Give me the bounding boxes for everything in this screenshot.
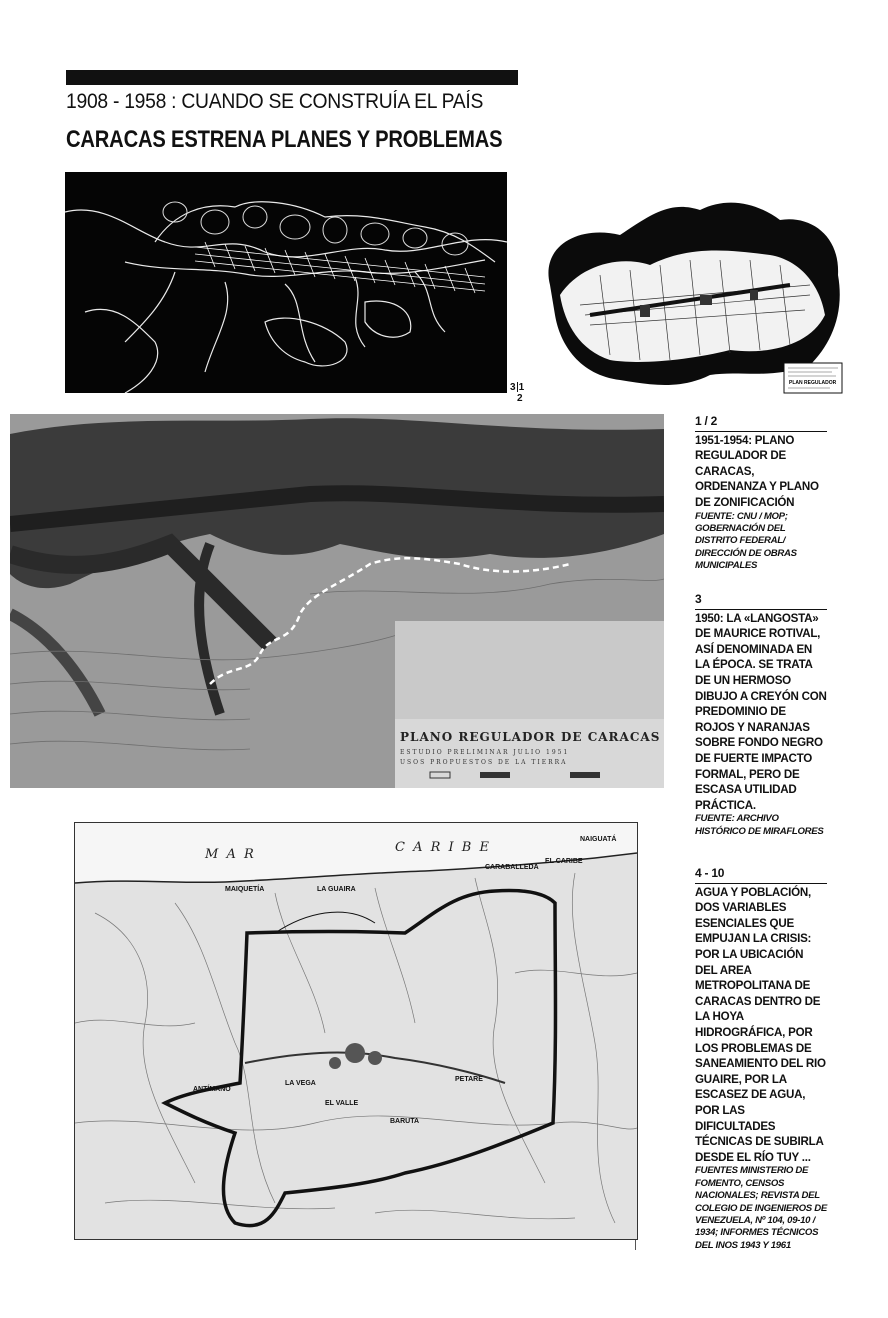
plan-subtitle-1: ESTUDIO PRELIMINAR JULIO 1951 (400, 749, 570, 756)
plan-subtitle-2: USOS PROPUESTOS DE LA TIERRA (400, 759, 568, 766)
map-label-antimano: ANTÍMANO (193, 1086, 231, 1093)
caption-body: 1950: LA «LANGOSTA» DE MAURICE ROTIVAL, ASÍ DENOMINADA EN LA ÉPOCA. SE TRATA DE UN HERMOSO DIBUJO A CREYÓN CON PREDOMINIO DE ROJOS Y NARANJAS SOBRE FONDO NEGRO DE FUERTE IMPACTO FORMAL, PERO DE ESCASA UTILIDAD PRÁCTICA. (695, 611, 827, 812)
plan-title: PLANO REGULADOR DE CARACAS (400, 730, 661, 744)
figure-ref (510, 382, 524, 404)
caption-1-2 (695, 414, 827, 573)
zoning-plan (540, 195, 848, 395)
headline: CARACAS ESTRENA PLANES Y PROBLEMAS (66, 126, 503, 153)
stamp-label: PLAN REGULADOR (789, 380, 837, 386)
langosta-drawing (65, 172, 507, 393)
map-label-el-caribe: EL CARIBE (545, 858, 583, 865)
map-label-la-guaira: LA GUAIRA (317, 886, 356, 893)
hydrographic-map (74, 822, 638, 1240)
page-mark (635, 1240, 636, 1250)
caption-number: 4 - 10 (695, 866, 827, 884)
caption-source: FUENTE: ARCHIVO HISTÓRICO DE MIRAFLORES (695, 813, 824, 837)
caption-source: FUENTES MINISTERIO DE FOMENTO, CENSOS NACIONALES; REVISTA DEL COLEGIO DE INGENIEROS DE VENEZUELA, Nº 104, 09-10 / 1934; INFORMES TÉCNICOS DEL INOS 1943 Y 1961 (695, 1165, 827, 1251)
map-label-naiguata: NAIGUATÁ (580, 836, 617, 843)
sea-label-1: M A R (205, 847, 256, 862)
sea-label-2: C A R I B E (395, 840, 491, 855)
kicker: 1908 - 1958 : CUANDO SE CONSTRUÍA EL PAÍS (66, 90, 484, 113)
caption-4-10 (695, 866, 827, 1252)
caption-number: 3 (695, 592, 827, 610)
map-label-petare: PETARE (455, 1076, 483, 1083)
caption-3 (695, 592, 827, 838)
map-label-el-valle: EL VALLE (325, 1100, 359, 1107)
caption-body: AGUA Y POBLACIÓN, DOS VARIABLES ESENCIALES QUE EMPUJAN LA CRISIS: POR LA UBICACIÓN DEL AREA METROPOLITANA DE CARACAS DENTRO DE LA HOYA HIDROGRÁFICA, POR LOS PROBLEMAS DE SANEAMIENTO DEL RIO GUAIRE, POR LA ESCASEZ DE AGUA, POR LAS DIFICULTADES TÉCNICAS DE SUBIRLA DESDE EL RÍO TUY ... (695, 885, 826, 1164)
figure-ref-3: 3 (510, 382, 516, 393)
map-label-maiquetia: MAIQUETÍA (225, 886, 265, 893)
plano-regulador-photo (10, 414, 664, 788)
map-label-baruta: BARUTA (390, 1118, 420, 1125)
caption-number: 1 / 2 (695, 414, 827, 432)
title-rule (66, 70, 518, 85)
caption-body: 1951-1954: PLANO REGULADOR DE CARACAS, ORDENANZA Y PLANO DE ZONIFICACIÓN (695, 433, 819, 509)
figure-ref-2: 2 (517, 393, 523, 404)
caption-source: FUENTE: CNU / MOP; GOBERNACIÓN DEL DISTRITO FEDERAL/ DIRECCIÓN DE OBRAS MUNICIPALES (695, 510, 797, 572)
map-label-caraballeda: CARABALLEDA (485, 864, 539, 871)
map-label-la-vega: LA VEGA (285, 1080, 316, 1087)
figure-ref-1: 1 (518, 382, 525, 393)
